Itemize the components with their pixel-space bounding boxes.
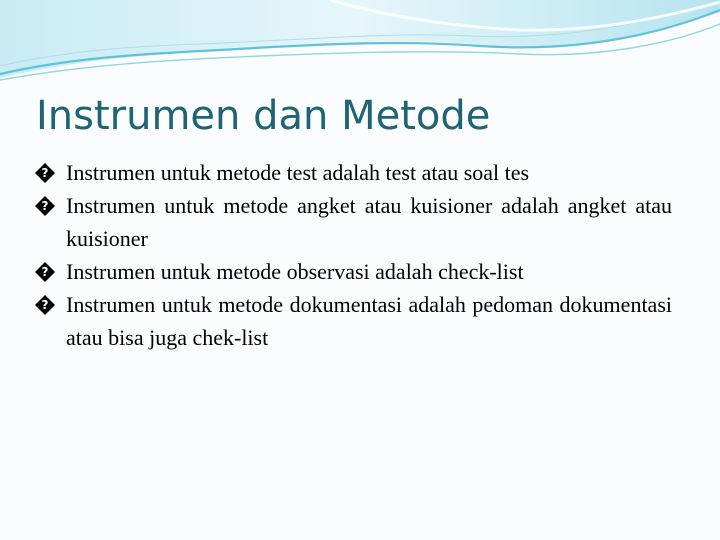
bullet-text: Instrumen untuk metode angket atau kuisioner adalah angket atau kuisioner [66, 193, 672, 251]
bullet-item [32, 156, 672, 189]
svg-text:?: ? [41, 298, 49, 312]
header-wave-decoration [0, 0, 720, 90]
bullet-list [32, 156, 672, 354]
bullet-text: Instrumen untuk metode observasi adalah check-list [66, 259, 524, 284]
svg-text:?: ? [41, 199, 49, 213]
bullet-text: Instrumen untuk metode dokumentasi adalah pedoman dokumentasi atau bisa juga chek-list [66, 292, 672, 350]
svg-text:?: ? [41, 166, 49, 180]
svg-text:?: ? [41, 265, 49, 279]
missing-glyph-icon [34, 294, 56, 316]
missing-glyph-icon [34, 162, 56, 184]
bullet-item [32, 189, 672, 255]
bullet-item [32, 288, 672, 354]
missing-glyph-icon [34, 261, 56, 283]
bullet-text: Instrumen untuk metode test adalah test atau soal tes [66, 160, 530, 185]
bullet-item [32, 255, 672, 288]
slide-title: Instrumen dan Metode [36, 93, 491, 139]
missing-glyph-icon [34, 195, 56, 217]
